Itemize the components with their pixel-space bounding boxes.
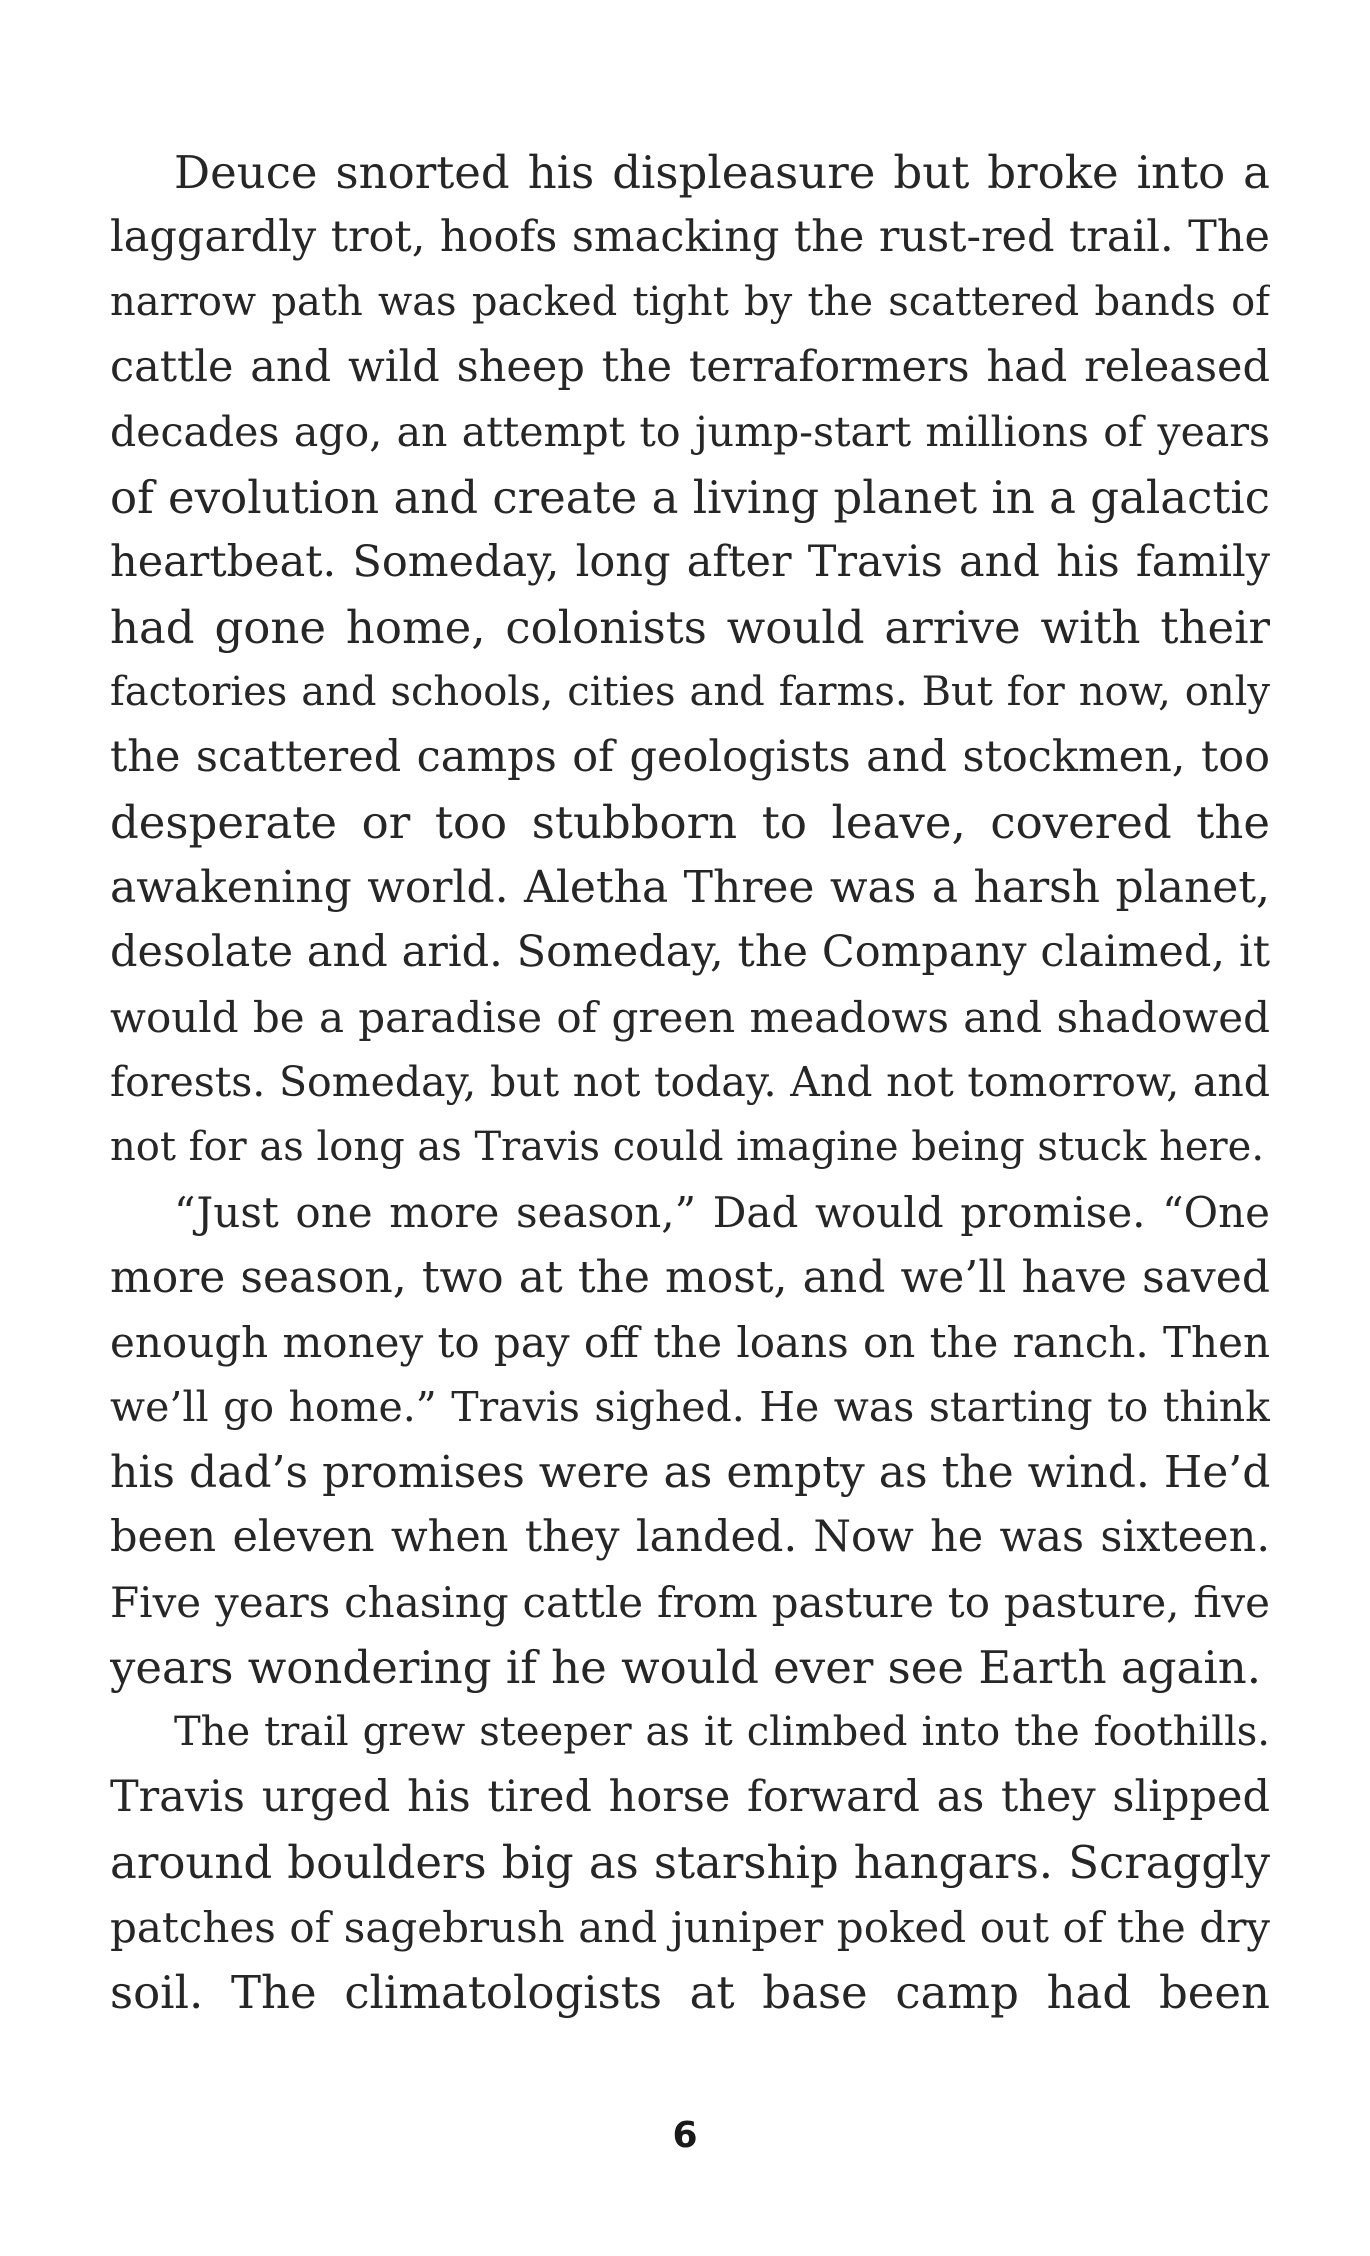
text-line: factories and schools, cities and farms. But for now, only <box>110 669 1270 715</box>
text-line: desperate or too stubborn to leave, covered the <box>110 796 1270 849</box>
text-line: Travis urged his tired horse forward as they slipped <box>110 1772 1270 1822</box>
text-line: around boulders big as starship hangars. Scraggly <box>110 1836 1270 1889</box>
text-line: enough money to pay off the loans on the ranch. Then <box>110 1318 1270 1367</box>
body-text <box>110 140 1270 2025</box>
text-line: not for as long as Travis could imagine being stuck here. <box>110 1124 1265 1170</box>
text-line: “Just one more season,” Dad would promise. “One <box>174 1188 1270 1237</box>
text-line: would be a paradise of green meadows and shadowed <box>110 993 1270 1042</box>
text-line: heartbeat. Someday, long after Travis and his family <box>110 537 1270 587</box>
text-line: forests. Someday, but not today. And not tomorrow, and <box>110 1058 1270 1106</box>
text-line: Deuce snorted his displeasure but broke into a <box>174 146 1270 199</box>
text-line: years wondering if he would ever see Earth again. <box>110 1641 1262 1694</box>
text-line: the scattered camps of geologists and stockmen, too <box>110 732 1270 782</box>
page-number: 6 <box>672 2115 698 2156</box>
text-line: decades ago, an attempt to jump-start millions of years <box>110 408 1270 456</box>
text-line: had gone home, colonists would arrive with their <box>110 601 1270 654</box>
text-line: of evolution and create a living planet in a galactic <box>110 471 1270 524</box>
text-line: cattle and wild sheep the terraformers had released <box>110 342 1270 392</box>
text-line: desolate and arid. Someday, the Company claimed, it <box>110 927 1270 977</box>
text-line: narrow path was packed tight by the scattered bands of <box>110 279 1270 325</box>
text-line: awakening world. Aletha Three was a harsh planet, <box>110 862 1270 913</box>
text-line: patches of sagebrush and juniper poked out of the dry <box>110 1903 1270 1952</box>
text-line: laggardly trot, hoofs smacking the rust-red trail. The <box>110 212 1270 262</box>
text-line: we’ll go home.” Travis sighed. He was starting to think <box>110 1383 1270 1431</box>
text-line: soil. The climatologists at base camp had been <box>110 1966 1270 2019</box>
text-line: his dad’s promises were as empty as the wind. He’d <box>110 1447 1270 1498</box>
text-line: The trail grew steeper as it climbed into the foothills. <box>174 1709 1270 1755</box>
text-line: Five years chasing cattle from pasture to pasture, five <box>110 1578 1270 1627</box>
text-line: been eleven when they landed. Now he was sixteen. <box>110 1512 1270 1562</box>
text-line: more season, two at the most, and we’ll have saved <box>110 1252 1270 1303</box>
